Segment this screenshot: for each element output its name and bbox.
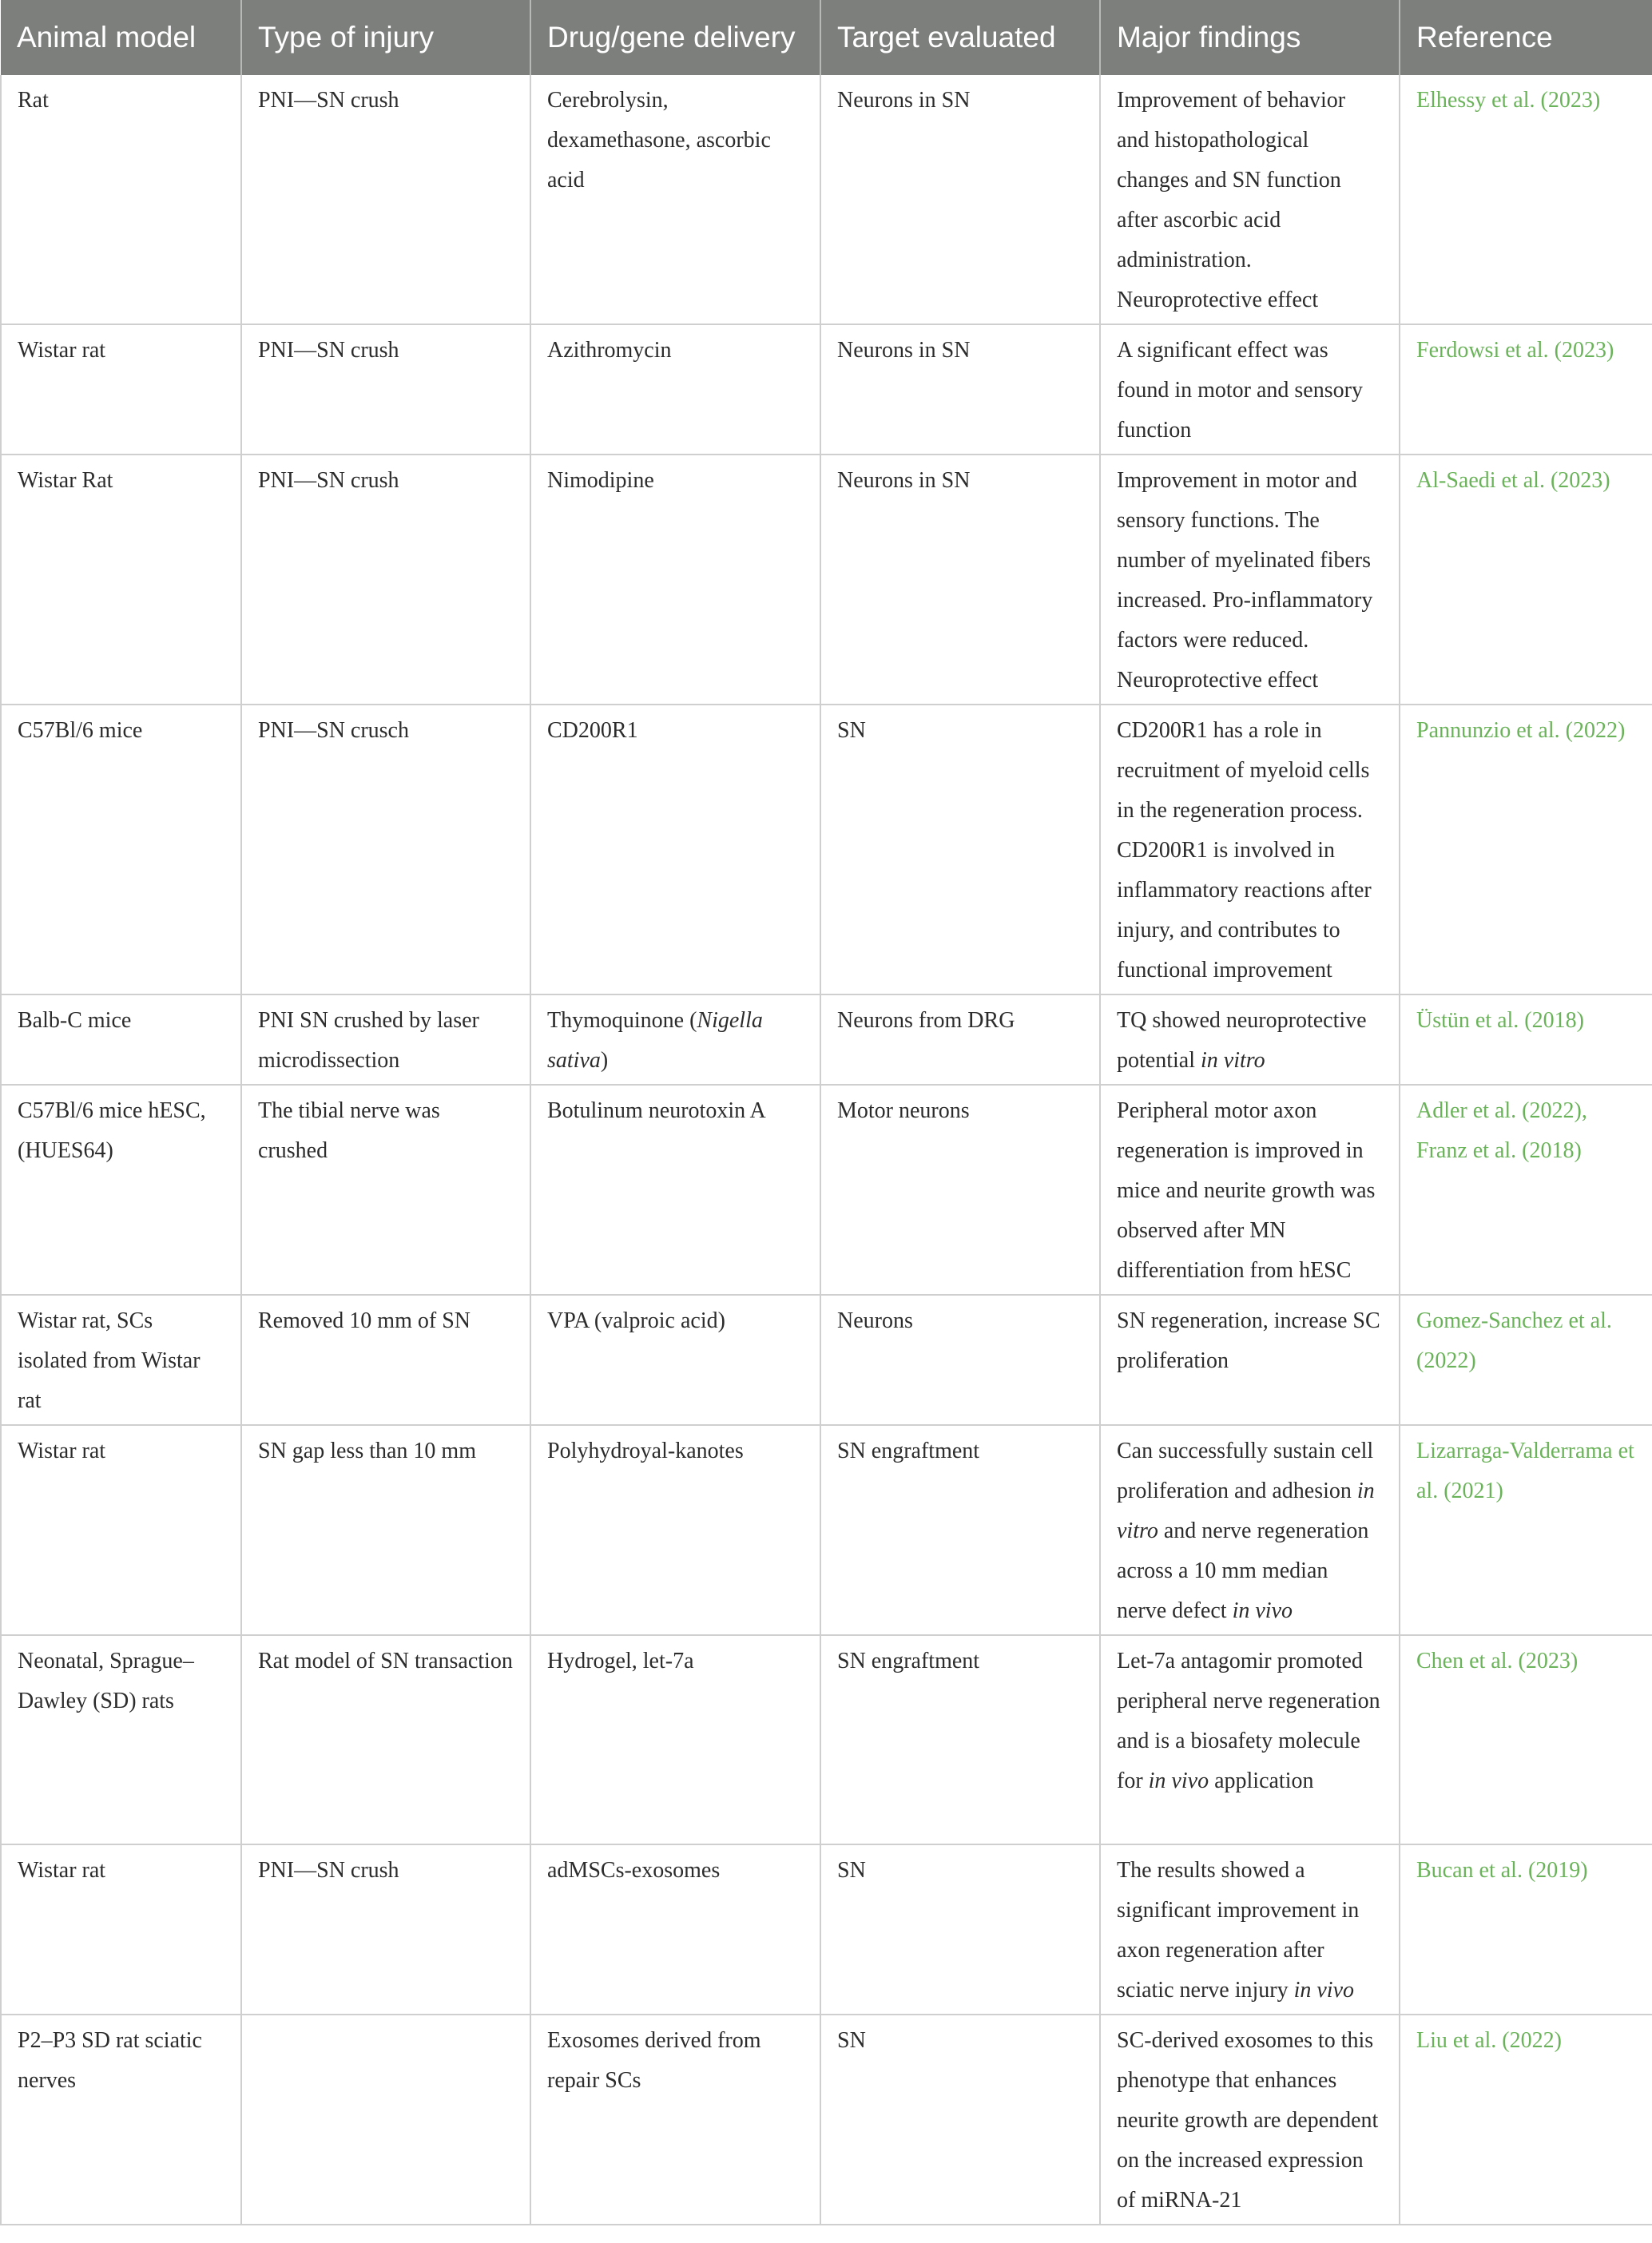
cell-animal-model: Wistar rat bbox=[1, 1844, 241, 2015]
cell-findings: Improvement in motor and sensory functions. The number of myelinated fibers increased. Pro-inflammatory factors were reduced. Neuroprotective effect bbox=[1100, 455, 1400, 705]
cell-drug: Nimodipine bbox=[530, 455, 820, 705]
table-row bbox=[1, 75, 1652, 324]
cell-injury bbox=[241, 2015, 530, 2225]
findings-text: Can successfully sustain cell proliferation and adhesion bbox=[1117, 1439, 1374, 1503]
table-row bbox=[1, 994, 1652, 1085]
cell-drug: Hydrogel, let-7a bbox=[530, 1635, 820, 1844]
findings-text: Let-7a antagomir promoted peripheral nerve regeneration and is a biosafety molecule for bbox=[1117, 1649, 1380, 1793]
cell-injury: Rat model of SN transaction bbox=[241, 1635, 530, 1844]
cell-findings bbox=[1100, 1425, 1400, 1635]
cell-reference-link[interactable]: Gomez-Sanchez et al. (2022) bbox=[1400, 1295, 1652, 1425]
cell-animal-model: Wistar rat bbox=[1, 324, 241, 455]
findings-text: The results showed a significant improvement in axon regeneration after sciatic nerve injury bbox=[1117, 1858, 1360, 2003]
header-row bbox=[1, 0, 1652, 75]
table-row bbox=[1, 1295, 1652, 1425]
header-type-of-injury: Type of injury bbox=[241, 0, 530, 75]
cell-target: SN bbox=[820, 1844, 1100, 2015]
cell-drug: Exosomes derived from repair SCs bbox=[530, 2015, 820, 2225]
cell-animal-model: C57Bl/6 mice bbox=[1, 705, 241, 994]
cell-animal-model: Balb-C mice bbox=[1, 994, 241, 1085]
cell-injury: The tibial nerve was crushed bbox=[241, 1085, 530, 1295]
cell-drug: VPA (valproic acid) bbox=[530, 1295, 820, 1425]
findings-italic-text: in vitro bbox=[1117, 1479, 1375, 1543]
cell-reference-link[interactable]: Lizarraga-Valderrama et al. (2021) bbox=[1400, 1425, 1652, 1635]
cell-drug: Azithromycin bbox=[530, 324, 820, 455]
cell-target: SN engraftment bbox=[820, 1425, 1100, 1635]
cell-injury: Removed 10 mm of SN bbox=[241, 1295, 530, 1425]
table-row bbox=[1, 1085, 1652, 1295]
cell-target: Neurons in SN bbox=[820, 324, 1100, 455]
cell-animal-model: C57Bl/6 mice hESC, (HUES64) bbox=[1, 1085, 241, 1295]
table-row bbox=[1, 455, 1652, 705]
cell-findings: CD200R1 has a role in recruitment of myeloid cells in the regeneration process. CD200R1 is involved in inflammatory reactions after injury, and contributes to functional improvement bbox=[1100, 705, 1400, 994]
cell-findings bbox=[1100, 1635, 1400, 1844]
cell-findings bbox=[1100, 1844, 1400, 2015]
findings-italic-text-end: in vivo bbox=[1232, 1598, 1293, 1623]
cell-reference-link[interactable]: Al-Saedi et al. (2023) bbox=[1400, 455, 1652, 705]
cell-injury: PNI SN crushed by laser microdissection bbox=[241, 994, 530, 1085]
cell-animal-model: P2–P3 SD rat sciatic nerves bbox=[1, 2015, 241, 2225]
cell-reference-link[interactable]: Liu et al. (2022) bbox=[1400, 2015, 1652, 2225]
table-row bbox=[1, 1844, 1652, 2015]
cell-animal-model: Neonatal, Sprague–Dawley (SD) rats bbox=[1, 1635, 241, 1844]
cell-animal-model: Wistar rat, SCs isolated from Wistar rat bbox=[1, 1295, 241, 1425]
cell-target: Neurons bbox=[820, 1295, 1100, 1425]
cell-injury: SN gap less than 10 mm bbox=[241, 1425, 530, 1635]
cell-findings: SC-derived exosomes to this phenotype that enhances neurite growth are dependent on the increased expression of miRNA-21 bbox=[1100, 2015, 1400, 2225]
cell-target: SN bbox=[820, 2015, 1100, 2225]
cell-reference-link[interactable]: Pannunzio et al. (2022) bbox=[1400, 705, 1652, 994]
findings-text: TQ showed neuroprotective potential bbox=[1117, 1008, 1367, 1073]
header-animal-model: Animal model bbox=[1, 0, 241, 75]
cell-injury: PNI—SN crush bbox=[241, 455, 530, 705]
cell-reference bbox=[1400, 1085, 1652, 1295]
table-header bbox=[1, 0, 1652, 75]
cell-injury: PNI—SN crusch bbox=[241, 705, 530, 994]
cell-animal-model: Wistar rat bbox=[1, 1425, 241, 1635]
cell-target: Motor neurons bbox=[820, 1085, 1100, 1295]
table-row bbox=[1, 705, 1652, 994]
cell-animal-model: Rat bbox=[1, 75, 241, 324]
cell-injury: PNI—SN crush bbox=[241, 324, 530, 455]
drug-italic-text: Nigella sativa bbox=[547, 1008, 763, 1073]
reference-link[interactable]: Franz et al. (2018) bbox=[1416, 1138, 1582, 1163]
cell-findings: SN regeneration, increase SC proliferation bbox=[1100, 1295, 1400, 1425]
drug-text-end: ) bbox=[600, 1048, 609, 1073]
table-row bbox=[1, 1425, 1652, 1635]
header-reference: Reference bbox=[1400, 0, 1652, 75]
cell-drug: Botulinum neurotoxin A bbox=[530, 1085, 820, 1295]
cell-findings bbox=[1100, 994, 1400, 1085]
cell-target: SN bbox=[820, 705, 1100, 994]
cell-target: Neurons from DRG bbox=[820, 994, 1100, 1085]
cell-drug bbox=[530, 994, 820, 1085]
cell-target: SN engraftment bbox=[820, 1635, 1100, 1844]
findings-italic-text: in vivo bbox=[1148, 1769, 1209, 1793]
findings-italic-text: in vitro bbox=[1200, 1048, 1265, 1073]
findings-text-end: application bbox=[1209, 1769, 1314, 1793]
cell-target: Neurons in SN bbox=[820, 75, 1100, 324]
header-drug-gene-delivery: Drug/gene delivery bbox=[530, 0, 820, 75]
cell-animal-model: Wistar Rat bbox=[1, 455, 241, 705]
reference-link[interactable]: Adler et al. (2022), bbox=[1416, 1098, 1587, 1123]
table-body bbox=[1, 75, 1652, 2225]
cell-drug: adMSCs-exosomes bbox=[530, 1844, 820, 2015]
cell-findings: Improvement of behavior and histopathological changes and SN function after ascorbic acid administration. Neuroprotective effect bbox=[1100, 75, 1400, 324]
header-target-evaluated: Target evaluated bbox=[820, 0, 1100, 75]
cell-reference-link[interactable]: Ferdowsi et al. (2023) bbox=[1400, 324, 1652, 455]
findings-italic-text: in vivo bbox=[1293, 1978, 1355, 2003]
cell-findings: Peripheral motor axon regeneration is improved in mice and neurite growth was observed after MN differentiation from hESC bbox=[1100, 1085, 1400, 1295]
findings-text-mid: and nerve regeneration across a 10 mm median nerve defect bbox=[1117, 1518, 1369, 1623]
table-row bbox=[1, 2015, 1652, 2225]
cell-target: Neurons in SN bbox=[820, 455, 1100, 705]
table-row bbox=[1, 1635, 1652, 1844]
cell-injury: PNI—SN crush bbox=[241, 75, 530, 324]
drug-text: Thymoquinone ( bbox=[547, 1008, 697, 1033]
cell-findings: A significant effect was found in motor and sensory function bbox=[1100, 324, 1400, 455]
cell-drug: Cerebrolysin, dexamethasone, ascorbic acid bbox=[530, 75, 820, 324]
cell-reference-link[interactable]: Bucan et al. (2019) bbox=[1400, 1844, 1652, 2015]
cell-drug: CD200R1 bbox=[530, 705, 820, 994]
cell-reference-link[interactable]: Chen et al. (2023) bbox=[1400, 1635, 1652, 1844]
cell-reference-link[interactable]: Elhessy et al. (2023) bbox=[1400, 75, 1652, 324]
header-major-findings: Major findings bbox=[1100, 0, 1400, 75]
cell-drug: Polyhydroyal-kanotes bbox=[530, 1425, 820, 1635]
cell-injury: PNI—SN crush bbox=[241, 1844, 530, 2015]
cell-reference-link[interactable]: Üstün et al. (2018) bbox=[1400, 994, 1652, 1085]
table-row bbox=[1, 324, 1652, 455]
